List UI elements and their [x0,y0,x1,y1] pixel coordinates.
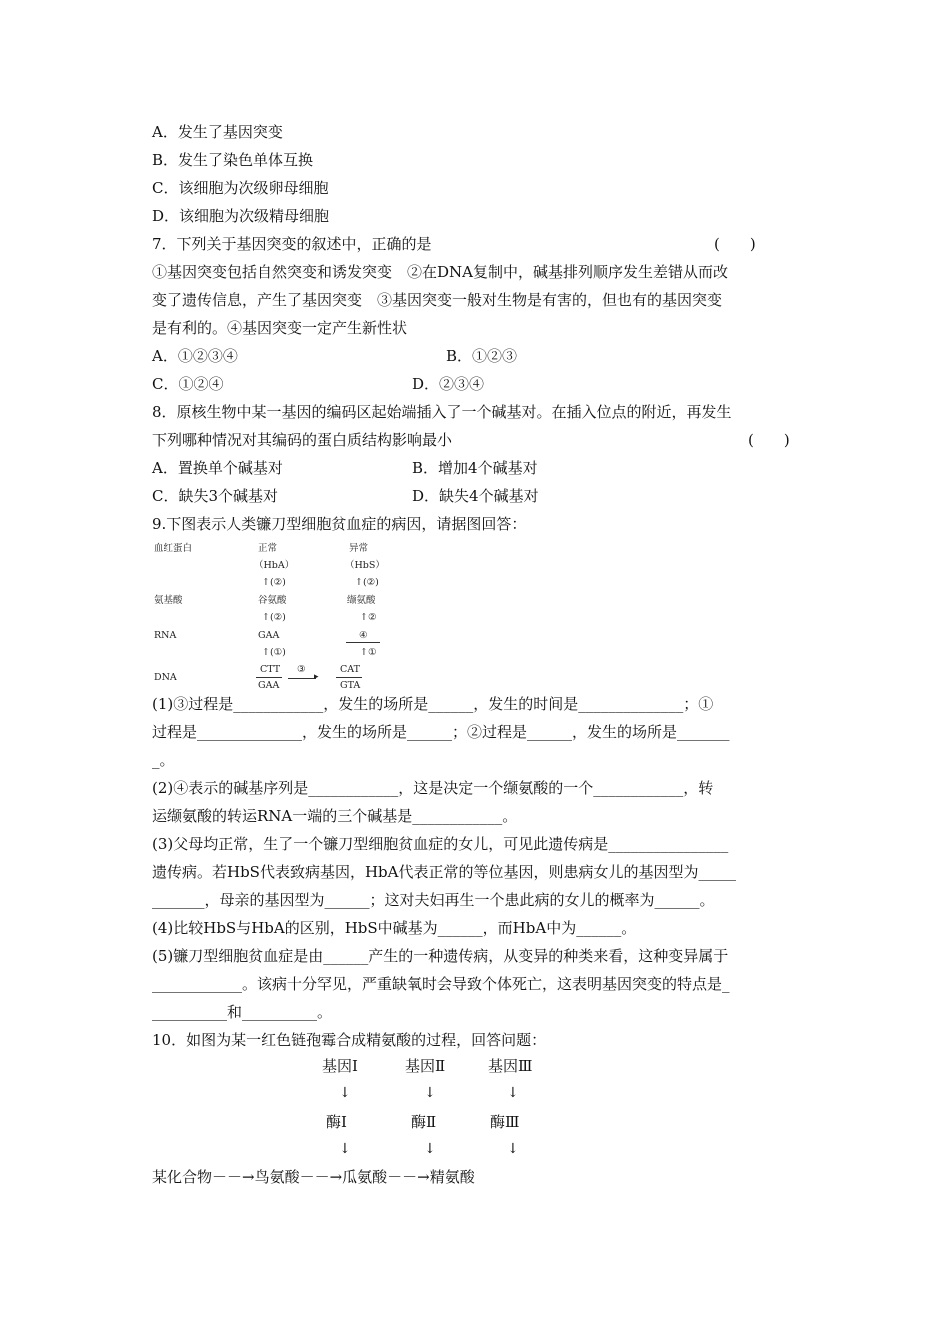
diagram-row-rna: RNA [154,630,177,641]
q8-answer-paren: ( ) [748,431,790,449]
enzyme-3-label: 酶Ⅲ [490,1113,520,1131]
q6-option-b: B．发生了染色单体互换 [152,151,314,169]
q9-part1-line2: 过程是______________，发生的场所是______；②过程是______，发生的场所是_______ [152,723,730,741]
down-arrow-icon: ↓ [507,1141,519,1157]
down-arrow-icon: ↓ [424,1141,436,1157]
q7-statement-line2: 变了遗传信息，产生了基因突变 ③基因突变一般对生物是有害的，但也有的基因突变 [152,291,723,309]
q6-option-a: A．发生了基因突变 [152,123,283,141]
diagram-step1-abnormal: ↑① [360,647,377,658]
arrow-right-icon: ▸ [314,672,319,682]
down-arrow-icon: ↓ [339,1085,351,1101]
q9-part5-line2: ____________。该病十分罕见，严重缺氧时会导致个体死亡，这表明基因突变的特点是_ [152,975,730,993]
q8-stem-line1: 8．原核生物中某一基因的编码区起始端插入了一个碱基对。在插入位点的附近，再发生 [152,403,732,421]
q9-part5-line1: (5)镰刀型细胞贫血症是由______产生的一种遗传病，从变异的种类来看，这种变异属于 [152,947,729,965]
diagram-dna-normal-bottom: GAA [258,680,280,691]
diagram-step1-normal: ↑(①) [262,647,286,658]
diagram-row-amino-acid: 氨基酸 [154,595,183,606]
diagram-dna-normal-divider [256,677,282,678]
diagram-hba: （HbA） [254,560,295,571]
q7-statement-line1: ①基因突变包括自然突变和诱发突变 ②在DNA复制中，碱基排列顺序发生差错从而改 [152,263,728,281]
diagram-dna-abnormal-bottom: GTA [340,680,361,691]
q9-stem: 9.下图表示人类镰刀型细胞贫血症的病因，请据图回答： [152,515,527,533]
diagram-dna-abnormal-divider [336,677,362,678]
diagram-step3-label: ③ [297,664,306,675]
q6-option-c: C．该细胞为次级卵母细胞 [152,179,329,197]
q7-option-d: D．②③④ [412,375,485,393]
q9-part4: (4)比较HbS与HbA的区别，HbS中碱基为______，而HbA中为______。 [152,919,637,937]
down-arrow-icon: ↓ [507,1085,519,1101]
q9-part1-line3: _。 [152,751,175,769]
q8-option-c: C．缺失3个碱基对 [152,487,279,505]
q9-part2-line2: 运缬氨酸的转运RNA一端的三个碱基是____________。 [152,807,518,825]
diagram-row-dna: DNA [154,672,177,683]
enzyme-1-label: 酶Ⅰ [326,1113,347,1131]
diagram-abnormal-label: 异常 [349,543,369,554]
diagram-row-hemoglobin: 血红蛋白 [154,543,193,554]
diagram-dna-normal-top: CTT [260,664,281,675]
q7-option-a: A．①②③④ [152,347,238,365]
q9-part3-line3: _______，母亲的基因型为______；这对夫妇再生一个患此病的女儿的概率为______。 [152,891,715,909]
diagram-rna-abnormal: ④ [359,630,368,641]
gene-3-label: 基因Ⅲ [488,1057,533,1075]
q10-stem: 10．如图为某一红色链孢霉合成精氨酸的过程，回答问题： [152,1031,547,1049]
q6-option-d: D．该细胞为次级精母细胞 [152,207,330,225]
diagram-valine: 缬氨酸 [347,595,376,606]
enzyme-2-label: 酶Ⅱ [411,1113,437,1131]
q7-answer-paren: ( ) [714,235,756,253]
diagram-glutamic-acid: 谷氨酸 [258,595,287,606]
q8-option-a: A．置换单个碱基对 [152,459,283,477]
down-arrow-icon: ↓ [424,1085,436,1101]
q7-stem: 7．下列关于基因突变的叙述中，正确的是 [152,235,432,253]
q8-option-b: B．增加4个碱基对 [412,459,538,477]
diagram-rna-normal: GAA [258,630,280,641]
q9-part2-line1: (2)④表示的碱基序列是____________，这是决定一个缬氨酸的一个____________，转 [152,779,714,797]
diagram-rna-underline [346,642,380,643]
diagram-step2-normal-upper: ↑(②) [262,577,286,588]
q9-part3-line2: 遗传病。若HbS代表致病基因，HbA代表正常的等位基因，则患病女儿的基因型为_____ [152,863,736,881]
q7-option-b: B．①②③ [446,347,518,365]
gene-1-label: 基因Ⅰ [322,1057,358,1075]
q7-option-c: C．①②④ [152,375,224,393]
q9-part1-line1: (1)③过程是____________，发生的场所是______，发生的时间是______________；① [152,695,714,713]
q9-part5-line3: __________和__________。 [152,1003,333,1021]
diagram-step2-abnormal-lower: ↑② [360,612,377,623]
diagram-hbs: （HbS） [345,560,385,571]
q8-stem-line2: 下列哪种情况对其编码的蛋白质结构影响最小 [152,431,453,449]
down-arrow-icon: ↓ [339,1141,351,1157]
diagram-dna-abnormal-top: CAT [340,664,360,675]
q8-option-d: D．缺失4个碱基对 [412,487,539,505]
metabolic-pathway: 某化合物－－→鸟氨酸－－→瓜氨酸－－→精氨酸 [152,1168,475,1186]
diagram-step2-normal-lower: ↑(②) [262,612,286,623]
diagram-step2-abnormal-upper: ↑(②) [355,577,379,588]
gene-2-label: 基因Ⅱ [405,1057,446,1075]
diagram-step3-arrow-line [288,678,316,679]
diagram-normal-label: 正常 [258,543,278,554]
q9-part3-line1: (3)父母均正常，生了一个镰刀型细胞贫血症的女儿，可见此遗传病是________________ [152,835,729,853]
q7-statement-line3: 是有利的。④基因突变一定产生新性状 [152,319,408,337]
